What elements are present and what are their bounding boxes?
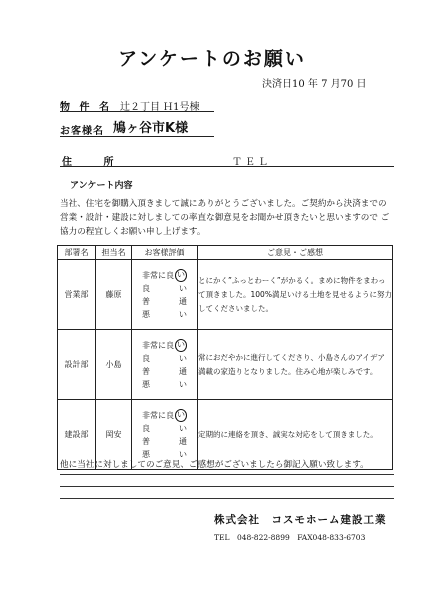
selected-circle-mark: い [175, 339, 187, 352]
header-person: 担当名 [96, 246, 132, 260]
person-cell: 岡安 [96, 400, 132, 470]
customer-underline [60, 136, 214, 137]
rating-good: 良 い [142, 283, 187, 293]
address-underline [60, 166, 394, 167]
property-underline [60, 111, 214, 112]
header-comment: ご意見・ご感想 [198, 246, 393, 260]
page-title: アンケートのお願い [118, 48, 306, 70]
rating-excellent: 非常に良 い [142, 409, 185, 420]
tel-label: ＴＥＬ [232, 157, 271, 168]
rating-good: 良 い [142, 353, 187, 363]
table-header-row [58, 246, 393, 260]
department-cell: 建設部 [58, 400, 96, 470]
rating-average: 普 通 [142, 366, 187, 376]
selected-circle-mark: い [175, 409, 187, 422]
survey-table [57, 245, 393, 470]
property-label: 物 件 名 [60, 102, 112, 113]
rating-poor: 悪 い [142, 379, 187, 389]
rating-average: 普 通 [142, 436, 187, 446]
comment-cell: 定期的に連絡を頂き、誠実な対応をして頂きました。 [198, 400, 393, 470]
rating-average: 普 通 [142, 296, 187, 306]
comment-line [60, 486, 394, 487]
settlement-date: 決済日10 年 7 月70 日 [262, 79, 367, 90]
rating-poor: 悪 い [142, 449, 187, 459]
comment-cell: とにかく”ふっとわーく”がかるく。まめに物件をまわって頂きました。100%満足いける土地を見せるように努力してくださいました。 [198, 260, 393, 330]
property-value: 辻２丁目 Ｈ1号棟 [120, 102, 200, 113]
company-name: 株式会社 コスモホーム建設工業 [214, 514, 387, 526]
comment-cell: 常におだやかに進行してくださり、小島さんのアイデア満載の家造りとなりました。住み心地が楽しみです。 [198, 330, 393, 400]
person-cell: 小島 [96, 330, 132, 400]
customer-value: 鳩ヶ谷市K様 [113, 121, 189, 136]
comment-line [60, 474, 394, 475]
address-label: 住 所 [62, 157, 128, 168]
department-cell: 設計部 [58, 330, 96, 400]
department-cell: 営業部 [58, 260, 96, 330]
header-rating: お客様評価 [132, 246, 198, 260]
header-department: 部署名 [58, 246, 96, 260]
rating-excellent: 非常に良 い [142, 269, 185, 280]
other-comments-label: 他に当社に対しましてのご意見、ご感想がございましたら御記入願い致します。 [60, 460, 369, 470]
rating-cell [132, 260, 198, 330]
company-contact: TEL 048-822-8899 FAX048-833-6703 [214, 533, 366, 542]
rating-excellent: 非常に良 い [142, 339, 185, 350]
customer-label: お客様名 [60, 126, 104, 137]
table-row-sales [58, 260, 393, 330]
survey-heading: アンケート内容 [70, 181, 133, 191]
table-row-design [58, 330, 393, 400]
selected-circle-mark: い [175, 269, 187, 282]
person-cell: 藤原 [96, 260, 132, 330]
rating-cell [132, 330, 198, 400]
rating-poor: 悪 い [142, 309, 187, 319]
comment-line [60, 498, 394, 499]
rating-good: 良 い [142, 423, 187, 433]
intro-paragraph: 当社、住宅を御購入頂きまして誠にありがとうございました。ご契約から決済までの営業・設計・建設に対しましての率直な御意見をお聞かせ頂きたいと思いますので ご協力の程宜しくお願い申し上げます。 [60, 199, 390, 237]
